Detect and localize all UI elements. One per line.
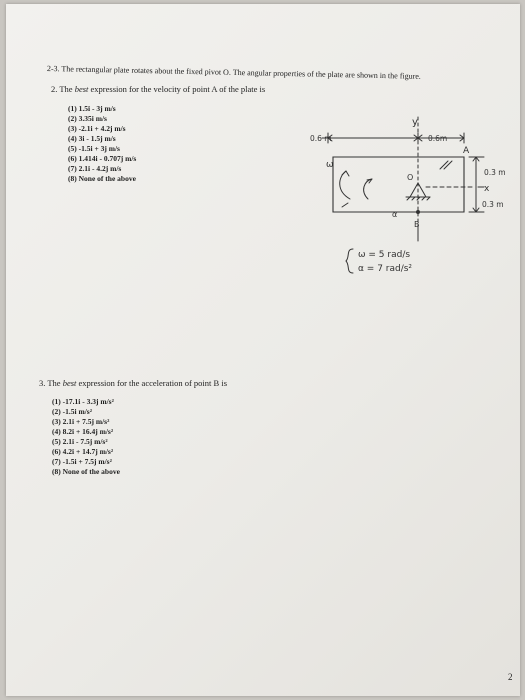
problem-header: [47, 64, 421, 81]
q2-option-2: (2) 3.35i m/s: [68, 114, 107, 123]
question-3-best: best: [62, 378, 77, 388]
omega-equation: ω = 5 rad/s: [358, 250, 411, 260]
q3-option-2: (2) -1.5i m/s²: [52, 407, 92, 416]
q3-option-4: (4) 8.2i + 16.4j m/s²: [52, 427, 114, 436]
alpha-label: α: [392, 210, 398, 219]
y-axis-label: y: [412, 117, 418, 128]
question-2-best: best: [74, 84, 89, 94]
question-2-text-pre: The: [59, 84, 75, 94]
q2-option-7: (7) 2.1i - 4.2j m/s: [68, 164, 122, 173]
x-axis-label: x: [484, 184, 490, 194]
question-2: [51, 84, 265, 94]
question-3-text-post: expression for the acceleration of point B is: [76, 378, 227, 388]
plate-figure: [306, 99, 520, 289]
question-3: [39, 378, 227, 388]
q2-option-5: (5) -1.5i + 3j m/s: [68, 144, 120, 153]
q3-option-8: (8) None of the above: [52, 467, 120, 476]
q2-option-3: (3) -2.1i + 4.2j m/s: [68, 124, 126, 133]
q2-option-6: (6) 1.414i - 0.707j m/s: [68, 154, 137, 163]
q3-option-5: (5) 2.1i - 7.5j m/s²: [52, 437, 108, 446]
problem-statement: The rectangular plate rotates about the fixed pivot O. The angular properties of the plate are shown in the figure.: [61, 64, 421, 81]
alpha-equation: α = 7 rad/s²: [358, 264, 413, 274]
point-a-label: A: [463, 146, 470, 156]
question-2-number: 2.: [51, 84, 58, 94]
problem-number: 2-3.: [46, 64, 60, 74]
dim-right-label: 0.6m: [428, 134, 448, 143]
dim-left-label: 0.6 m: [310, 134, 332, 143]
q3-option-3: (3) 2.1i + 7.5j m/s²: [52, 417, 110, 426]
question-3-text-pre: The: [47, 378, 63, 388]
point-b-label: B: [414, 220, 420, 229]
q3-option-6: (6) 4.2i + 14.7j m/s²: [52, 447, 114, 456]
omega-label: ω: [326, 160, 334, 170]
q2-option-8: (8) None of the above: [68, 174, 136, 183]
q3-option-7: (7) -1.5i + 7.5j m/s²: [52, 457, 112, 466]
q3-option-1: (1) -17.1i - 3.3j m/s²: [52, 397, 114, 406]
dim-bottom-label: 0.3 m: [482, 200, 504, 209]
document-page: [6, 4, 520, 696]
pivot-o-label: O: [407, 173, 414, 182]
page-number: 2: [508, 672, 513, 682]
question-3-number: 3.: [39, 378, 46, 388]
dim-top-label: 0.3 m: [484, 168, 506, 177]
q2-option-4: (4) 3i - 1.5j m/s: [68, 134, 116, 143]
question-2-text-post: expression for the velocity of point A of the plate is: [88, 84, 266, 94]
q2-option-1: (1) 1.5i - 3j m/s: [68, 104, 116, 113]
